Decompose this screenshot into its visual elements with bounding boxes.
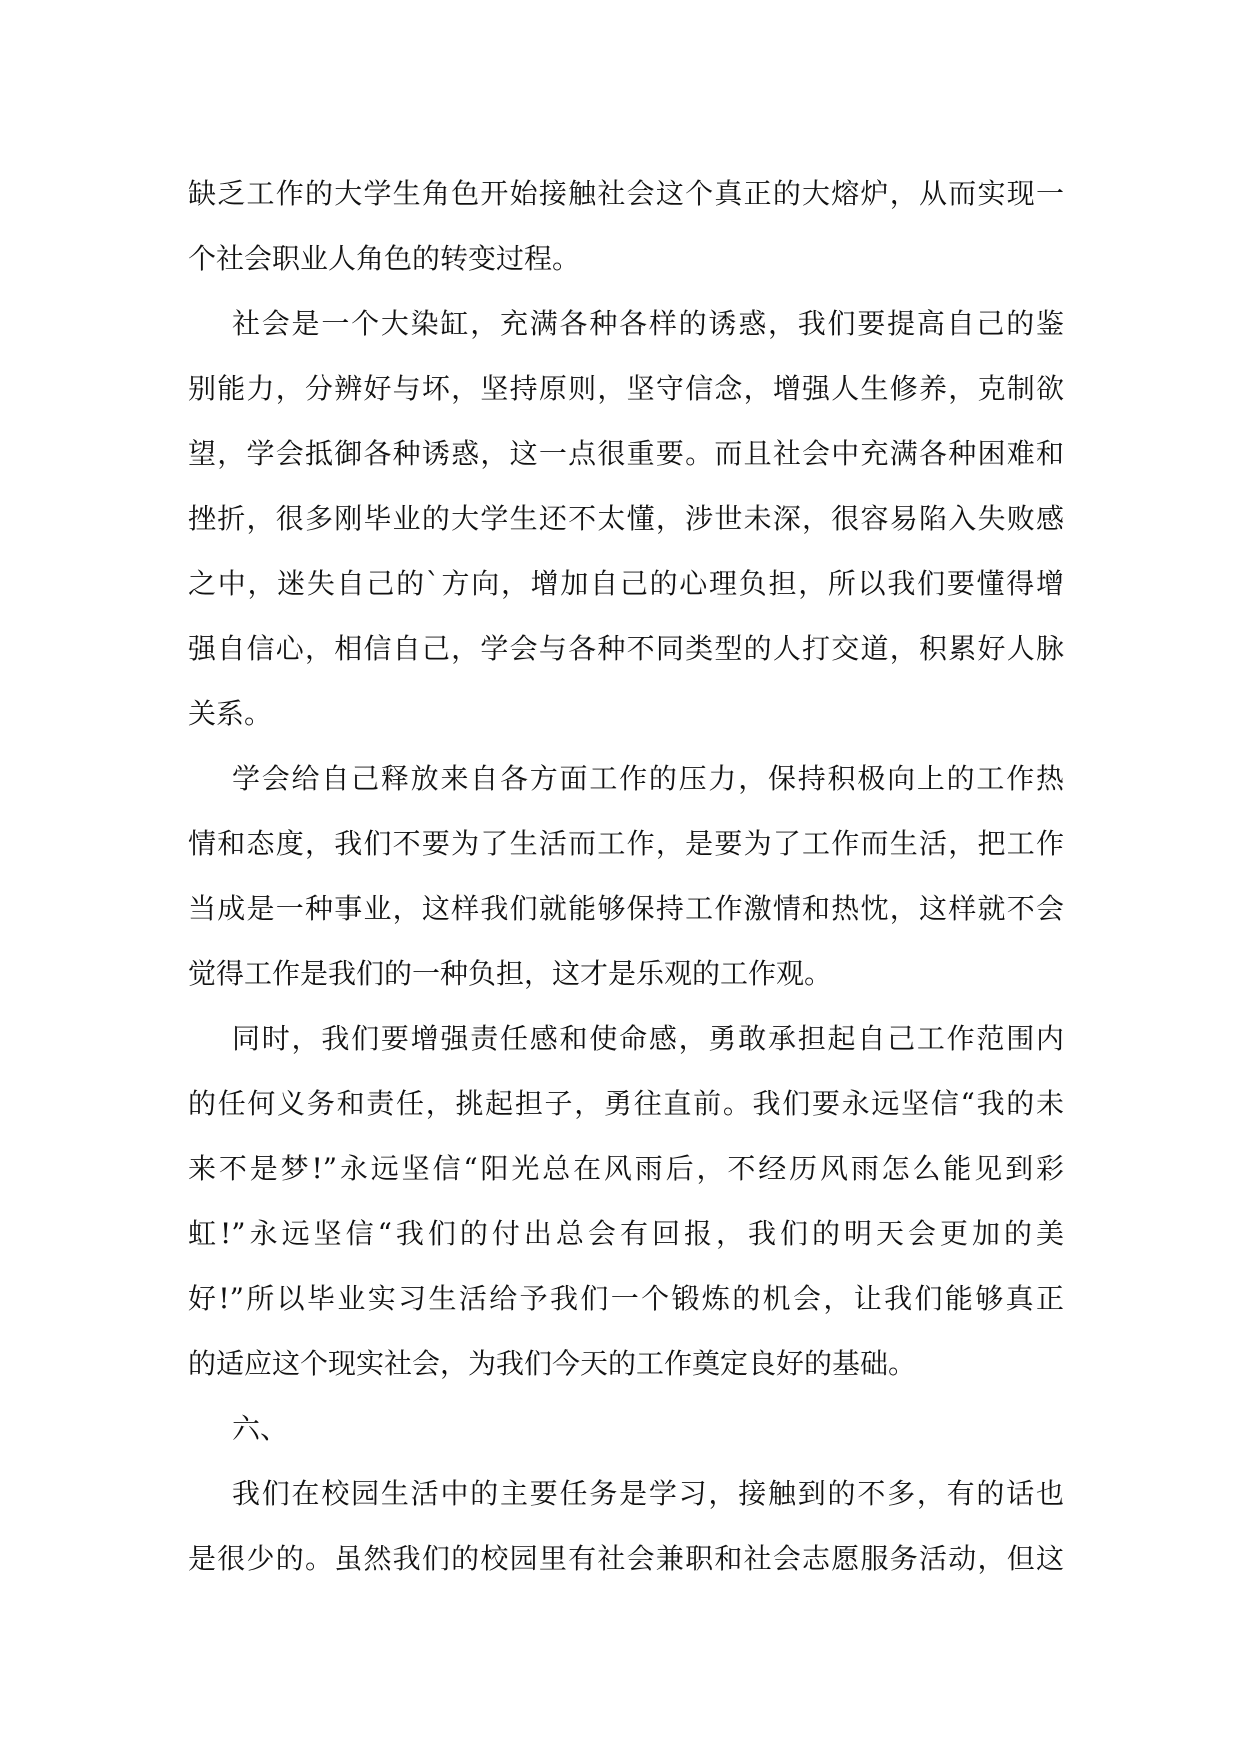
text-line: 的任何义务和责任，挑起担子，勇往直前。我们要永远坚信“我的未 bbox=[188, 1087, 1064, 1120]
text-line: 觉得工作是我们的一种负担，这才是乐观的工作观。 bbox=[188, 957, 833, 990]
text-line: 是很少的。虽然我们的校园里有社会兼职和社会志愿服务活动，但这 bbox=[188, 1542, 1064, 1575]
text-line: 当成是一种事业，这样我们就能够保持工作激情和热忱，这样就不会 bbox=[188, 892, 1064, 925]
paragraph-start-line: 学会给自己释放来自各方面工作的压力，保持积极向上的工作热 bbox=[232, 762, 1064, 795]
text-line: 情和态度，我们不要为了生活而工作，是要为了工作而生活，把工作 bbox=[188, 827, 1064, 860]
document-body bbox=[188, 161, 1064, 1591]
paragraph-start-line: 社会是一个大染缸，充满各种各样的诱惑，我们要提高自己的鉴 bbox=[232, 307, 1064, 340]
text-line: 之中，迷失自己的`方向，增加自己的心理负担，所以我们要懂得增 bbox=[188, 567, 1064, 600]
text-line: 强自信心，相信自己，学会与各种不同类型的人打交道，积累好人脉 bbox=[188, 632, 1064, 665]
text-line: 来不是梦!”永远坚信“阳光总在风雨后，不经历风雨怎么能见到彩 bbox=[188, 1152, 1064, 1185]
text-line: 的适应这个现实社会，为我们今天的工作奠定良好的基础。 bbox=[188, 1347, 917, 1380]
section-heading: 六、 bbox=[232, 1412, 289, 1445]
text-line: 个社会职业人角色的转变过程。 bbox=[188, 242, 581, 275]
paragraph-start-line: 同时，我们要增强责任感和使命感，勇敢承担起自己工作范围内 bbox=[232, 1022, 1064, 1055]
text-line: 关系。 bbox=[188, 697, 273, 730]
text-line: 虹!”永远坚信“我们的付出总会有回报，我们的明天会更加的美 bbox=[188, 1217, 1064, 1250]
text-line: 好!”所以毕业实习生活给予我们一个锻炼的机会，让我们能够真正 bbox=[188, 1282, 1064, 1315]
paragraph-start-line: 我们在校园生活中的主要任务是学习，接触到的不多，有的话也 bbox=[232, 1477, 1064, 1510]
text-line: 别能力，分辨好与坏，坚持原则，坚守信念，增强人生修养，克制欲 bbox=[188, 372, 1064, 405]
text-line: 缺乏工作的大学生角色开始接触社会这个真正的大熔炉，从而实现一 bbox=[188, 177, 1064, 210]
text-line: 望，学会抵御各种诱惑，这一点很重要。而且社会中充满各种困难和 bbox=[188, 437, 1064, 470]
text-line: 挫折，很多刚毕业的大学生还不太懂，涉世未深，很容易陷入失败感 bbox=[188, 502, 1064, 535]
